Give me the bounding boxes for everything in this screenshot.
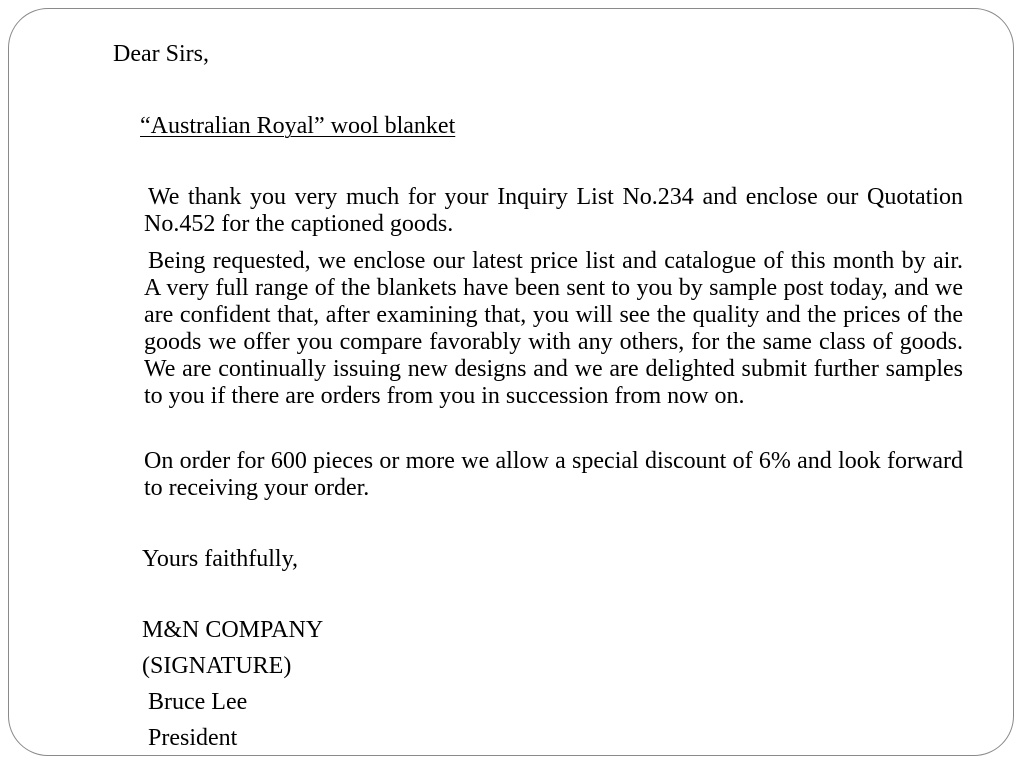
company-name: M&N COMPANY: [142, 617, 324, 643]
signer-name: Bruce Lee: [148, 689, 248, 715]
letter-paragraph-1: We thank you very much for your Inquiry List No.234 and enclose our Quotation No.452 for the captioned goods.: [144, 184, 963, 237]
letter-subject: “Australian Royal” wool blanket: [140, 113, 456, 139]
letter-closing: Yours faithfully,: [142, 546, 299, 572]
letter-paragraph-3: On order for 600 pieces or more we allow a special discount of 6% and look forward to receiving your order.: [144, 448, 963, 501]
letter-salutation: Dear Sirs,: [113, 41, 209, 67]
letter-paragraph-2: Being requested, we enclose our latest price list and catalogue of this month by air. A very full range of the blankets have been sent to you by sample post today, and we are confident that, after examining that, you will see the quality and the prices of the goods we offer you compare favorably with any others, for the same class of goods. We are continually issuing new designs and we are delighted submit further samples to you if there are orders from you in succession from now on.: [144, 248, 963, 409]
signer-title: President: [148, 725, 238, 751]
signature-placeholder: (SIGNATURE): [142, 653, 292, 679]
